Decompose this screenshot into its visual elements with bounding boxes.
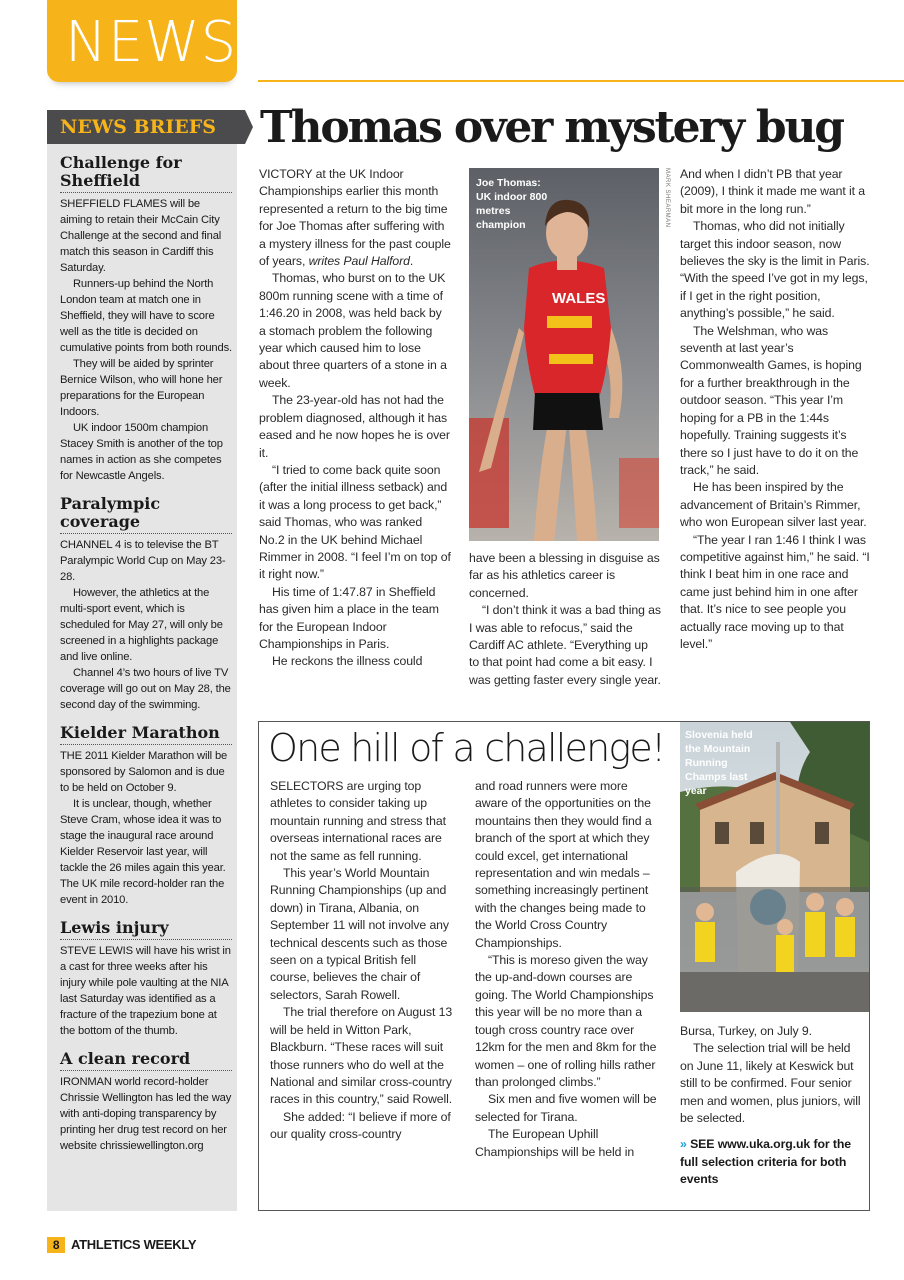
article-paragraph: The trial therefore on August 13 will be held in Witton Park, Blackburn. “These races will suit those runners who do well at the National and similar cross-country races in this country,” said Rowell. <box>270 1005 453 1107</box>
article-paragraph: The 23-year-old has not had the problem diagnosed, although it has eased and he now hopes he is over it. <box>259 393 450 460</box>
see-link-text: SEE www.uka.org.uk for the full selection criteria for both events <box>680 1137 852 1187</box>
page-footer <box>47 1237 196 1255</box>
article-paragraph: The European Uphill Championships will be held in <box>475 1127 635 1159</box>
main-headline: Thomas over mystery bug <box>260 102 843 153</box>
brief-paragraph: It is unclear, though, whether Steve Cram, whose idea it was to stage the inaugural race around Kielder Reservoir last year, will tackle the 26 miles again this year. The UK mile record-holder ran the event in 2010. <box>60 798 226 906</box>
byline: writes Paul Halford <box>308 254 410 269</box>
brief-sheffield <box>60 154 232 484</box>
brief-paragraph: Channel 4’s two hours of live TV coverage will go out on May 28, the second day of the swimming. <box>60 667 231 711</box>
article-paragraph: have been a blessing in disguise as far as his athletics career is concerned. <box>469 551 660 600</box>
photo-caption: Slovenia held the Mountain Running Champs last year <box>685 729 753 797</box>
brief-lewis <box>60 919 232 1039</box>
brief-paragraph: SHEFFIELD FLAMES will be aiming to retain their McCain City Challenge at the second and final match this season in Cardiff this Saturday. <box>60 198 222 274</box>
news-briefs-header: NEWS BRIEFS <box>47 110 245 144</box>
news-briefs-list <box>60 154 232 1165</box>
top-rule <box>258 80 904 82</box>
brief-paragraph: They will be aided by sprinter Bernice Wilson, who will hone her preparations for the European Indoors. <box>60 358 223 418</box>
lead-text: VICTORY at the UK Indoor Championships earlier this month represented a return to the big time for Joe Thomas after suffering with a mystery illness for the past couple of years, <box>259 167 451 269</box>
brief-kielder <box>60 724 232 908</box>
article-paragraph: SELECTORS are urging top athletes to consider taking up mountain running and stress that overseas international races are not the same as fell running. <box>270 779 446 863</box>
article-paragraph: The Welshman, who was seventh at last year’s Commonwealth Games, is hoping for a further breakthrough in the outdoor season. “This year I’m hoping for a PB in the 1:44s hopefully. Training suggests it’s there so I just have to do it on the track,” he said. <box>680 323 862 477</box>
article-paragraph: Thomas, who did not initially target this indoor season, now believes the sky is the limit in Paris. “With the speed I’ve got in my legs, if I get in the right position, anything’s possible,” he said. <box>680 219 870 321</box>
article-paragraph: “This is moreso given the way the up-and-down courses are going. The World Championships this year will be no more than a tough cross country race over 12km for the men and 8km for the women – one of rolling hills rather than prolonged climbs.” <box>475 953 657 1089</box>
article2-headline: One hill of a challenge! <box>268 726 665 770</box>
article-paragraph: “I tried to come back quite soon (after the initial illness setback) and it was a long process to get back,” said Thomas, who was ranked No.2 in the UK behind Michael Rimmer in 2008. “I feel I’m on top of it right now.” <box>259 462 451 582</box>
brief-title: A clean record <box>60 1050 232 1071</box>
arrow-icon: » <box>680 1137 687 1152</box>
article-paragraph: The selection trial will be held on June 11, likely at Keswick but still to be confirmed. Four senior men and women, plus juniors, will be selected. <box>680 1041 861 1126</box>
article-paragraph: She added: “I believe if more of our quality cross-country <box>270 1109 451 1142</box>
see-link[interactable] <box>680 1136 866 1188</box>
article-paragraph: Thomas, who burst on to the UK 800m running scene with a time of 1:46.20 in 2008, was held back by a stomach problem the following year which caused him to lose about three quarters of a stone in a week. <box>259 271 447 390</box>
article-paragraph: VICTORY at the UK Indoor Championships earlier this month represented a return to the big time for Joe Thomas after suffering with a mystery illness for the past couple of years, writes Paul Halford. <box>259 167 451 269</box>
article-paragraph: Six men and five women will be selected for Tirana. <box>475 1092 657 1124</box>
photo-caption: Joe Thomas: UK indoor 800 metres champion <box>476 177 548 231</box>
photo-credit: MARK SHEARMAN <box>664 168 670 228</box>
page-number: 8 <box>47 1237 65 1253</box>
brief-paragraph: Runners-up behind the North London team at match one in Sheffield, they will have to score well as the title is decided on cumulative points from both rounds. <box>60 278 232 354</box>
article2-column-3 <box>680 1023 866 1189</box>
brief-paragraph: However, the athletics at the multi-sport event, which is scheduled for May 27, will only be screened in a highlights package and live online. <box>60 587 223 663</box>
article-paragraph: He reckons the illness could <box>272 654 423 669</box>
article1-column-3 <box>680 166 872 653</box>
article2-column-2 <box>475 778 661 1161</box>
article-paragraph: This year’s World Mountain Running Championships (up and down) in Tirana, Albania, on September 11 will not involve any technical descents such as those seen on a typical British fell course, believes the chair of selectors, Sarah Rowell. <box>270 866 449 1002</box>
joe-thomas-photo <box>469 168 659 541</box>
article-paragraph: And when I didn’t PB that year (2009), I think it made me want it a bit more in the long run.” <box>680 167 866 216</box>
vest-text: WALES <box>552 290 606 307</box>
brief-title: Challenge for Sheffield <box>60 154 232 193</box>
article-paragraph: He has been inspired by the advancement of Britain’s Rimmer, who won European silver last year. <box>680 480 867 530</box>
article2-column-1 <box>270 778 456 1144</box>
article-paragraph: Bursa, Turkey, on July 9. <box>680 1024 812 1038</box>
article-paragraph: and road runners were more aware of the opportunities on the mountains then they would find a branch of the sport at which they could excel, get international representation and win medals – something increasingly pertinent with the changes being made to the World Cross Country Championships. <box>475 779 652 950</box>
article-paragraph: His time of 1:47.87 in Sheffield has given him a place in the team for the European Indoor Championships in Paris. <box>259 584 439 651</box>
brief-title: Lewis injury <box>60 919 232 940</box>
article1-column-2 <box>469 550 661 689</box>
brief-paragraph: IRONMAN world record-holder Chrissie Wellington has led the way with anti-doping transparency by printing her drug test record on her website chrissiewellington.org <box>60 1076 232 1152</box>
brief-paralympic <box>60 495 232 713</box>
brief-paragraph: CHANNEL 4 is to televise the BT Paralympic World Cup on May 23-28. <box>60 539 226 583</box>
brief-title: Kielder Marathon <box>60 724 232 745</box>
article1-column-1 <box>259 166 451 671</box>
magazine-name: ATHLETICS WEEKLY <box>71 1237 197 1252</box>
article-paragraph: “I don’t think it was a bad thing as I was able to refocus,” said the Cardiff AC athlete. “Everything up to that point had come a bit easy. I was getting faster every single year. <box>469 603 661 687</box>
article-paragraph: “The year I ran 1:46 I think I was competitive against him,” he said. “I think I beat him in one race and came just behind him in one after that. It’s nice to see people you actually race moving up to that level.” <box>680 532 870 651</box>
slovenia-photo <box>680 722 869 1012</box>
brief-paragraph: STEVE LEWIS will have his wrist in a cast for three weeks after his injury while pole vaulting at the NIA last Saturday was identified as a fracture of the trapezium bone at the bottom of the thumb. <box>60 945 231 1037</box>
brief-paragraph: UK indoor 1500m champion Stacey Smith is another of the top names in action as she competes for Newcastle Angels. <box>60 422 223 482</box>
brief-paragraph: THE 2011 Kielder Marathon will be sponsored by Salomon and is due to be held on October 9. <box>60 750 228 794</box>
section-tab: NEWS <box>47 0 237 82</box>
brief-title: Paralympic coverage <box>60 495 232 534</box>
brief-clean-record <box>60 1050 232 1154</box>
